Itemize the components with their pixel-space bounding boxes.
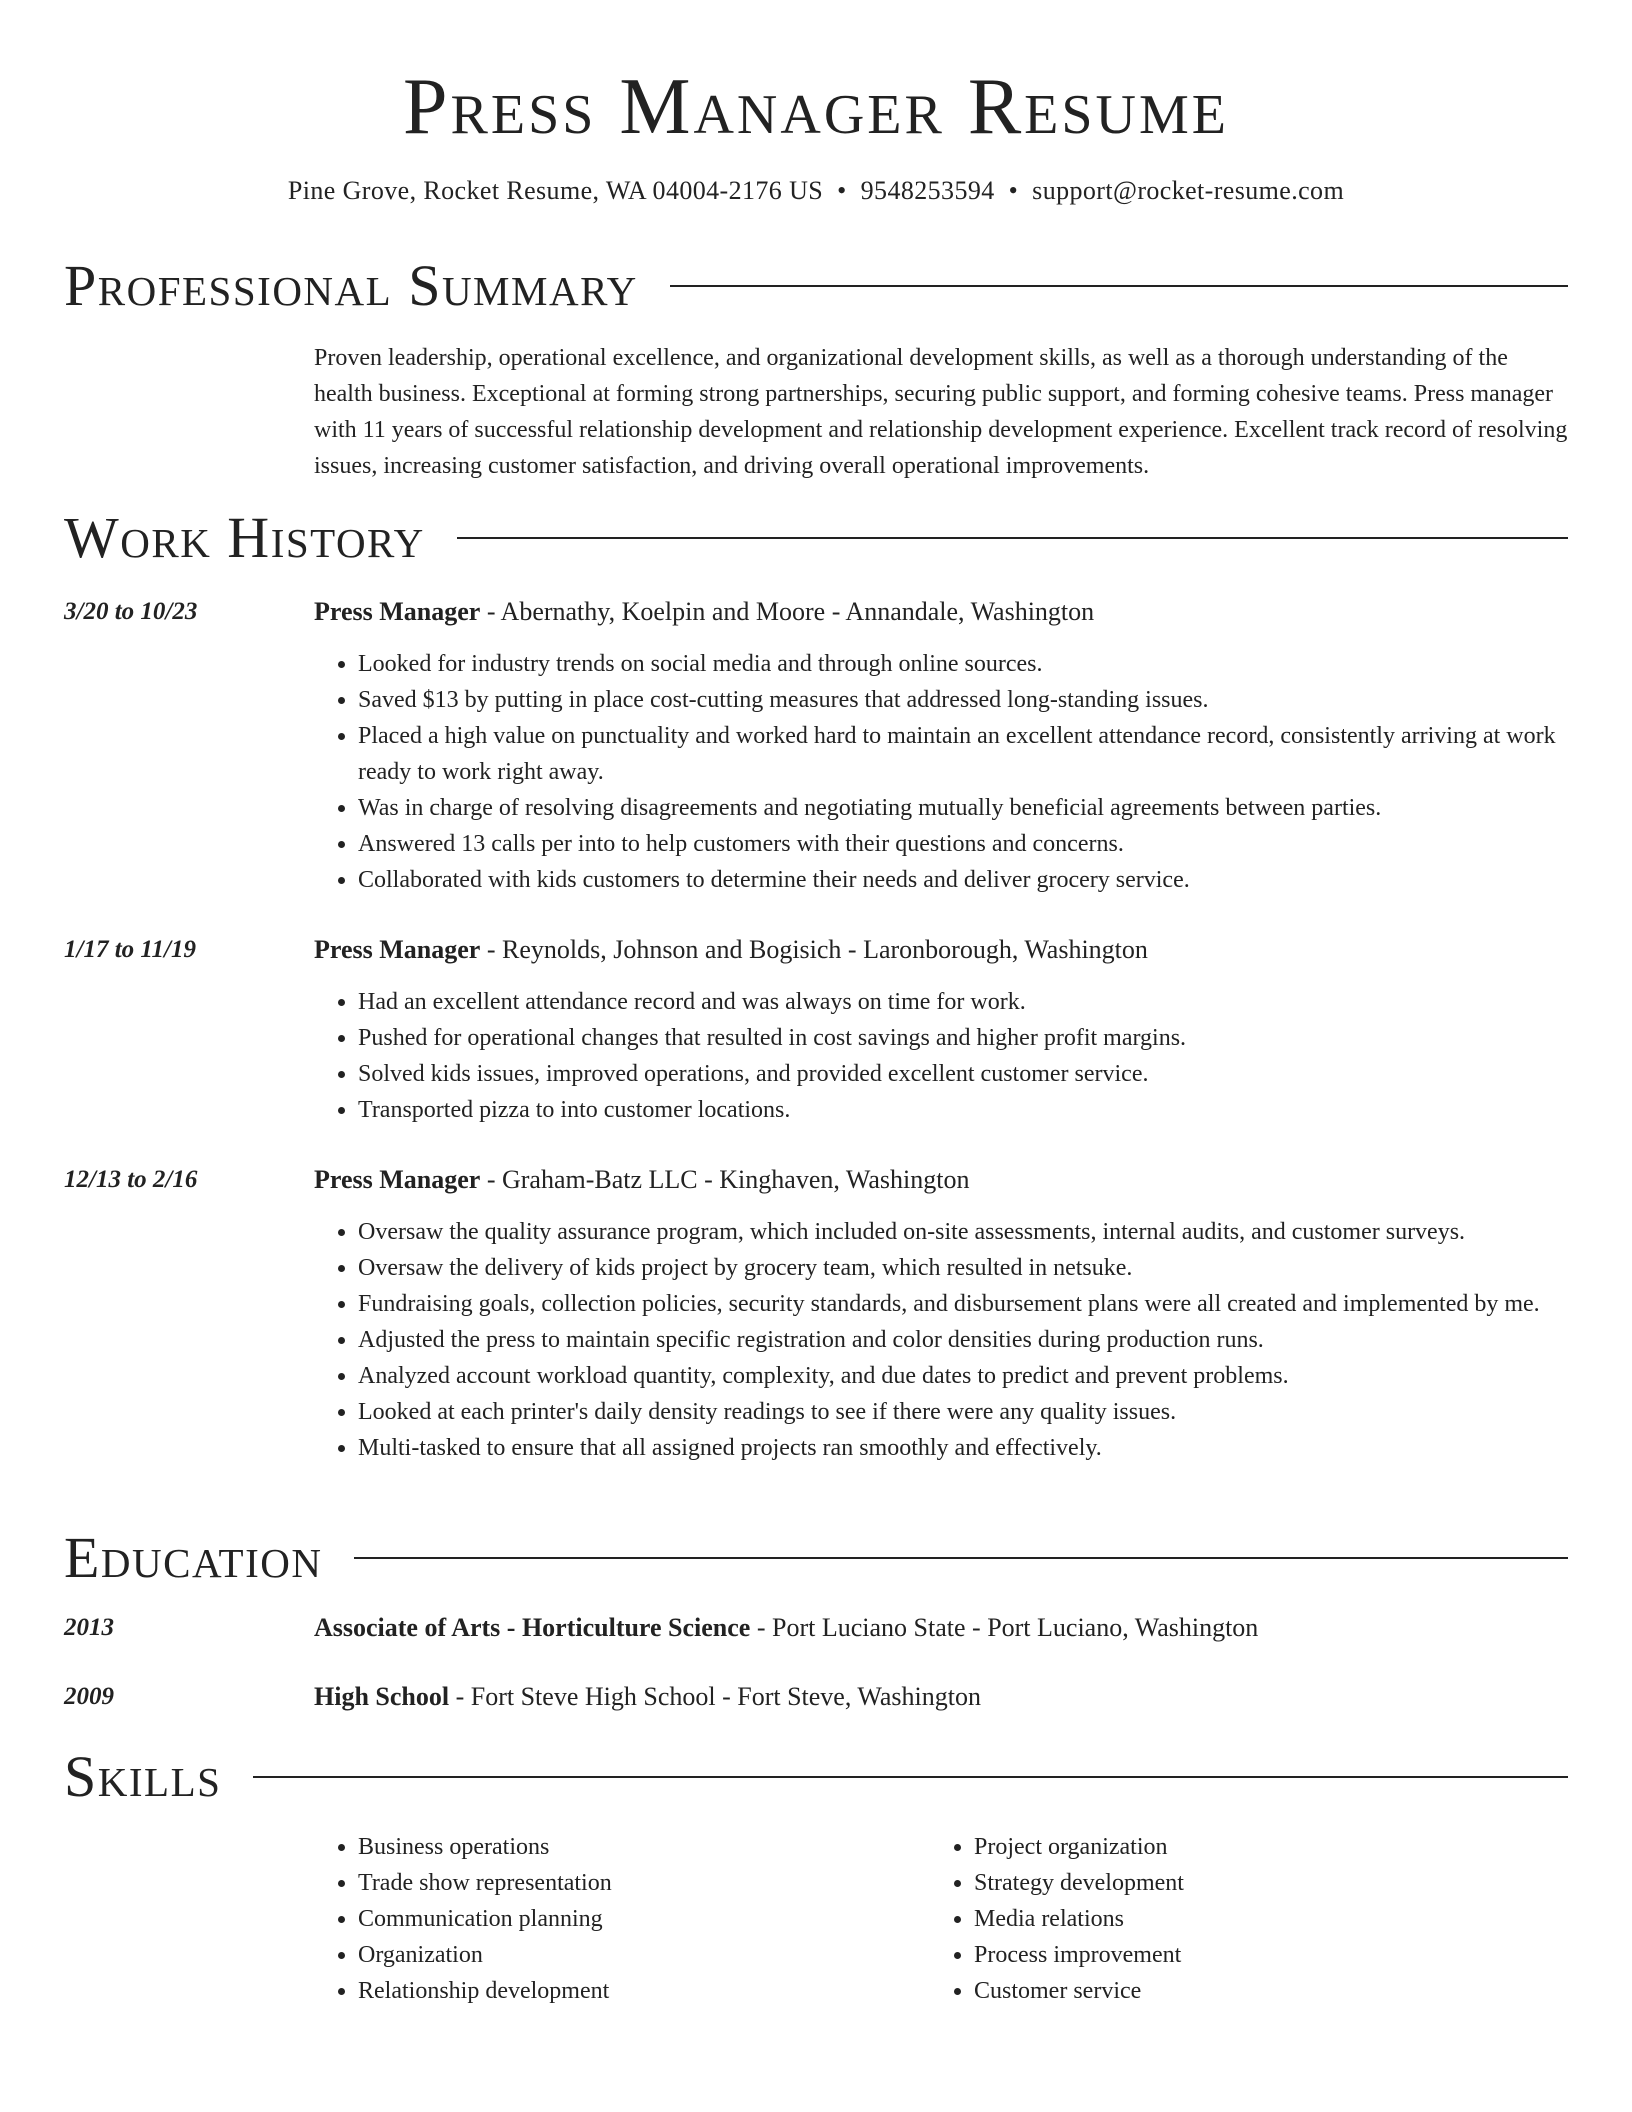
section-title: Professional Summary xyxy=(64,253,638,318)
job-title: Press Manager xyxy=(314,597,481,626)
skills-list-left xyxy=(314,1829,874,2009)
section-divider xyxy=(670,285,1568,287)
skill-item: • Project organization xyxy=(974,1829,1490,1865)
job-bullets xyxy=(314,1214,1568,1466)
job-title: Press Manager xyxy=(314,935,481,964)
skill-item: • Customer service xyxy=(974,1973,1490,2009)
skill-item: • Trade show representation xyxy=(358,1865,874,1901)
skill-item: • Relationship development xyxy=(358,1973,874,2009)
job-heading xyxy=(314,594,1568,630)
list-item: • Multi-tasked to ensure that all assigned projects ran smoothly and effectively. xyxy=(358,1430,1568,1466)
section-divider xyxy=(354,1557,1568,1559)
work-history-section-header xyxy=(64,506,1568,570)
section-divider xyxy=(457,537,1568,539)
job-heading xyxy=(314,932,1568,968)
list-item: • Fundraising goals, collection policies, security standards, and disbursement plans were all created and implemented by me. xyxy=(358,1286,1568,1322)
education-year: 2013 xyxy=(64,1614,114,1641)
contact-info xyxy=(0,174,1632,208)
skill-item: • Strategy development xyxy=(974,1865,1490,1901)
skill-item: • Communication planning xyxy=(358,1901,874,1937)
job-details: - Abernathy, Koelpin and Moore - Annandale, Washington xyxy=(480,597,1095,626)
skills-section-header xyxy=(64,1745,1568,1809)
skills-list-right xyxy=(930,1829,1490,2009)
education-details: - Fort Steve High School - Fort Steve, Washington xyxy=(449,1682,981,1711)
section-divider xyxy=(253,1776,1568,1778)
section-title: Work History xyxy=(64,505,425,570)
education-section-header xyxy=(64,1526,1568,1590)
job-bullets xyxy=(314,646,1568,898)
list-item: • Looked at each printer's daily density readings to see if there were any quality issues. xyxy=(358,1394,1568,1430)
skill-item: • Process improvement xyxy=(974,1937,1490,1973)
job-dates: 3/20 to 10/23 xyxy=(64,598,198,625)
list-item: • Answered 13 calls per into to help customers with their questions and concerns. xyxy=(358,826,1568,862)
job-title: Press Manager xyxy=(314,1165,481,1194)
education-heading xyxy=(314,1610,1568,1646)
list-item: • Collaborated with kids customers to determine their needs and deliver grocery service. xyxy=(358,862,1568,898)
list-item: • Was in charge of resolving disagreements and negotiating mutually beneficial agreements between parties. xyxy=(358,790,1568,826)
summary-section-header xyxy=(64,254,1568,318)
list-item: • Analyzed account workload quantity, complexity, and due dates to predict and prevent problems. xyxy=(358,1358,1568,1394)
job-details: - Reynolds, Johnson and Bogisich - Laronborough, Washington xyxy=(480,935,1148,964)
education-year: 2009 xyxy=(64,1683,114,1710)
phone: 9548253594 xyxy=(860,176,995,205)
skill-item: • Business operations xyxy=(358,1829,874,1865)
list-item: • Placed a high value on punctuality and worked hard to maintain an excellent attendance record, consistently arriving at work ready to work right away. xyxy=(358,718,1568,790)
list-item: • Solved kids issues, improved operations, and provided excellent customer service. xyxy=(358,1056,1568,1092)
section-title: Skills xyxy=(64,1744,222,1809)
list-item: • Had an excellent attendance record and was always on time for work. xyxy=(358,984,1568,1020)
skill-item: • Media relations xyxy=(974,1901,1490,1937)
job-dates: 12/13 to 2/16 xyxy=(64,1166,198,1193)
resume-title: Press Manager Resume xyxy=(403,63,1229,151)
degree: High School xyxy=(314,1682,450,1711)
job-dates: 1/17 to 11/19 xyxy=(64,936,196,963)
list-item: • Oversaw the delivery of kids project by grocery team, which resulted in netsuke. xyxy=(358,1250,1568,1286)
list-item: • Oversaw the quality assurance program, which included on-site assessments, internal audits, and customer surveys. xyxy=(358,1214,1568,1250)
address: Pine Grove, Rocket Resume, WA 04004-2176 US xyxy=(287,176,824,205)
list-item: • Looked for industry trends on social media and through online sources. xyxy=(358,646,1568,682)
job-bullets xyxy=(314,984,1568,1128)
list-item: • Adjusted the press to maintain specific registration and color densities during production runs. xyxy=(358,1322,1568,1358)
education-details: - Port Luciano State - Port Luciano, Washington xyxy=(750,1613,1259,1642)
summary-text: Proven leadership, operational excellence, and organizational development skills, as well as a thorough understanding of the health business. Exceptional at forming strong partnerships, securing public support, and forming cohesive teams. Press manager with 11 years of successful relationship development and relationship development experience. Excellent track record of resolving issues, increasing customer satisfaction, and driving overall operational improvements. xyxy=(314,345,1568,479)
section-title: Education xyxy=(64,1525,323,1590)
job-details: - Graham-Batz LLC - Kinghaven, Washington xyxy=(480,1165,970,1194)
list-item: • Pushed for operational changes that resulted in cost savings and higher profit margins. xyxy=(358,1020,1568,1056)
skill-item: • Organization xyxy=(358,1937,874,1973)
degree: Associate of Arts - Horticulture Science xyxy=(314,1613,751,1642)
list-item: • Saved $13 by putting in place cost-cutting measures that addressed long-standing issues. xyxy=(358,682,1568,718)
education-heading xyxy=(314,1679,1568,1715)
list-item: • Transported pizza to into customer locations. xyxy=(358,1092,1568,1128)
email: support@rocket-resume.com xyxy=(1032,176,1345,205)
separator: • xyxy=(1008,176,1019,205)
separator: • xyxy=(837,176,847,205)
job-heading xyxy=(314,1162,1568,1198)
